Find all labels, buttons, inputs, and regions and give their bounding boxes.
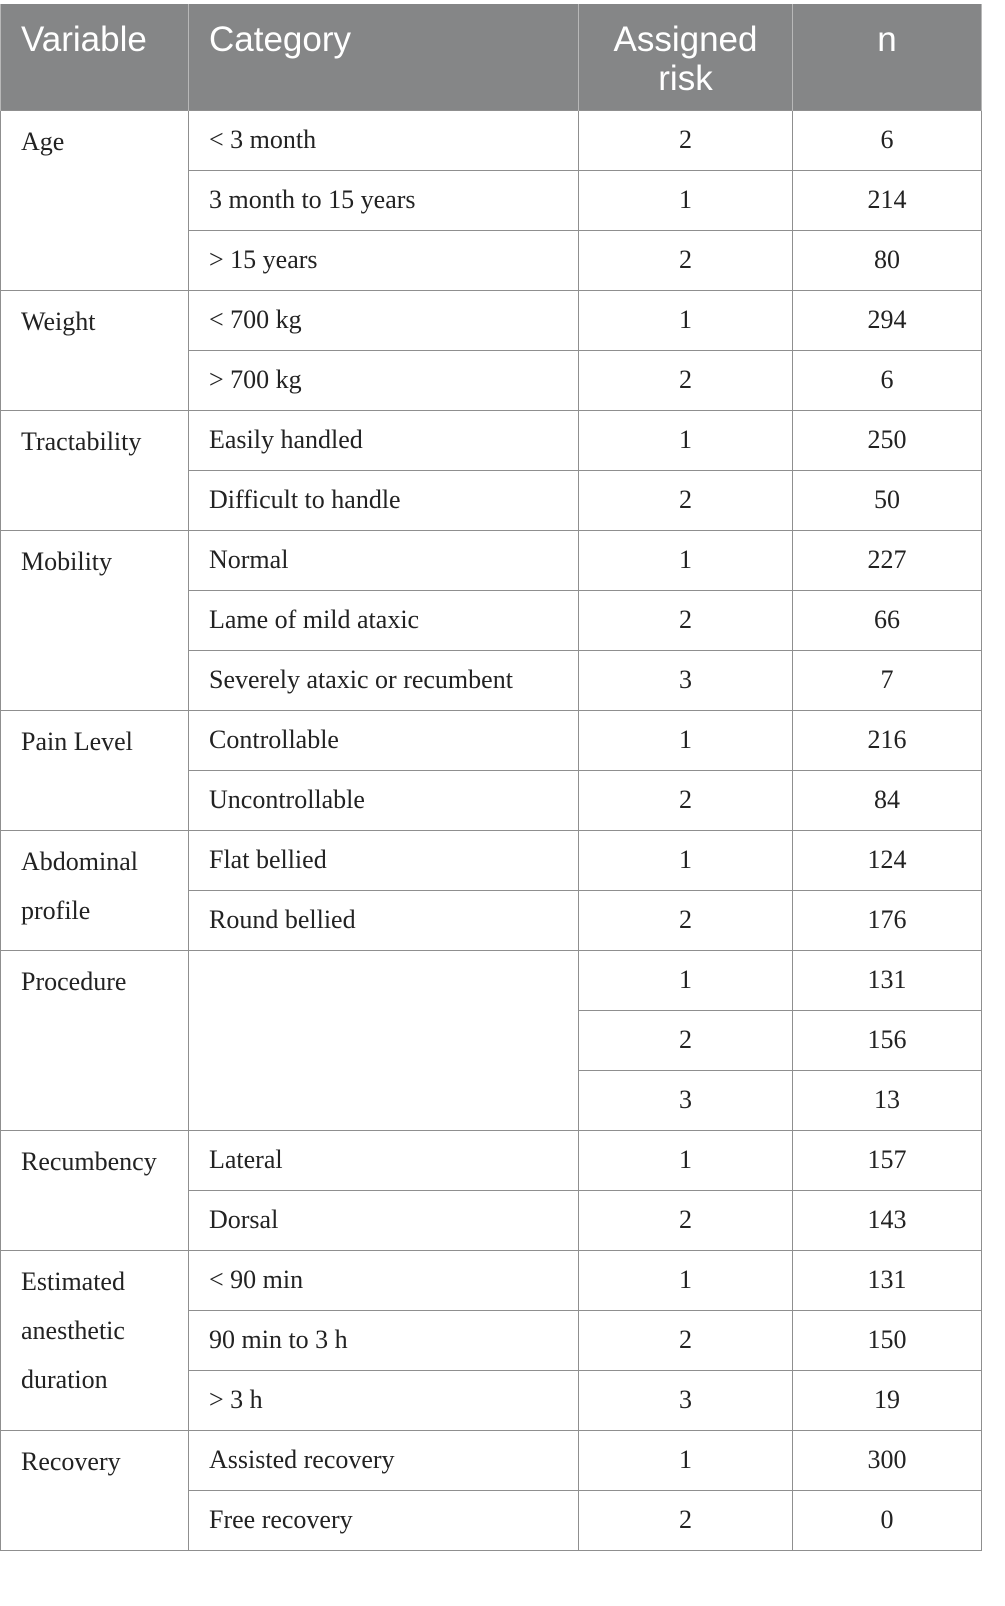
variable-label: Abdominal profile [21, 846, 138, 925]
assigned-risk-cell: 1 [579, 1130, 793, 1190]
table-row [1, 110, 982, 170]
n-cell: 84 [793, 770, 982, 830]
n-cell: 0 [793, 1490, 982, 1550]
assigned-risk-cell: 2 [579, 350, 793, 410]
variable-cell [1, 1130, 189, 1250]
category-cell: 3 month to 15 years [189, 170, 579, 230]
n-cell: 157 [793, 1130, 982, 1190]
assigned-risk-cell: 3 [579, 650, 793, 710]
variable-cell [1, 710, 189, 830]
variable-label: Procedure [21, 966, 127, 996]
assigned-risk-cell: 1 [579, 710, 793, 770]
category-cell: > 3 h [189, 1370, 579, 1430]
category-cell: Lame of mild ataxic [189, 590, 579, 650]
assigned-risk-cell: 2 [579, 470, 793, 530]
category-cell: > 700 kg [189, 350, 579, 410]
n-cell: 7 [793, 650, 982, 710]
n-cell: 176 [793, 890, 982, 950]
assigned-risk-cell: 1 [579, 950, 793, 1010]
table-row [1, 530, 982, 590]
category-cell: Severely ataxic or recumbent [189, 650, 579, 710]
variable-cell [1, 830, 189, 950]
category-cell: Normal [189, 530, 579, 590]
n-cell: 13 [793, 1070, 982, 1130]
n-cell: 214 [793, 170, 982, 230]
n-cell: 124 [793, 830, 982, 890]
variable-cell [1, 110, 189, 290]
header-assigned-risk: Assigned risk [579, 4, 793, 110]
header-category: Category [189, 4, 579, 110]
assigned-risk-cell: 1 [579, 830, 793, 890]
variable-cell [1, 530, 189, 710]
variable-label: Age [21, 126, 65, 156]
category-cell: Round bellied [189, 890, 579, 950]
category-cell: Flat bellied [189, 830, 579, 890]
table-row [1, 1250, 982, 1310]
n-cell: 294 [793, 290, 982, 350]
risk-table [0, 4, 982, 1551]
header-row [1, 4, 982, 110]
assigned-risk-cell: 1 [579, 290, 793, 350]
n-cell: 250 [793, 410, 982, 470]
category-cell: 90 min to 3 h [189, 1310, 579, 1370]
assigned-risk-cell: 3 [579, 1070, 793, 1130]
table-row [1, 410, 982, 470]
variable-label: Pain Level [21, 726, 133, 756]
variable-cell [1, 1430, 189, 1550]
variable-label: Estimated anesthetic duration [21, 1266, 125, 1394]
category-cell: Easily handled [189, 410, 579, 470]
table-row [1, 1430, 982, 1490]
category-cell: > 15 years [189, 230, 579, 290]
n-cell: 50 [793, 470, 982, 530]
n-cell: 6 [793, 350, 982, 410]
variable-cell [1, 410, 189, 530]
variable-cell [1, 1250, 189, 1430]
category-cell: Difficult to handle [189, 470, 579, 530]
n-cell: 227 [793, 530, 982, 590]
assigned-risk-cell: 1 [579, 170, 793, 230]
assigned-risk-cell: 2 [579, 1310, 793, 1370]
category-cell: < 90 min [189, 1250, 579, 1310]
variable-label: Recovery [21, 1446, 121, 1476]
n-cell: 150 [793, 1310, 982, 1370]
n-cell: 80 [793, 230, 982, 290]
table-row [1, 950, 982, 1010]
assigned-risk-cell: 1 [579, 530, 793, 590]
table-row [1, 710, 982, 770]
assigned-risk-cell: 2 [579, 590, 793, 650]
assigned-risk-cell: 2 [579, 1010, 793, 1070]
assigned-risk-cell: 1 [579, 1430, 793, 1490]
n-cell: 216 [793, 710, 982, 770]
assigned-risk-cell: 2 [579, 110, 793, 170]
variable-cell [1, 290, 189, 410]
variable-label: Weight [21, 306, 96, 336]
table-body [1, 110, 982, 1550]
n-cell: 131 [793, 1250, 982, 1310]
variable-label: Recumbency [21, 1146, 157, 1176]
category-cell: Controllable [189, 710, 579, 770]
n-cell: 6 [793, 110, 982, 170]
header-variable: Variable [1, 4, 189, 110]
n-cell: 156 [793, 1010, 982, 1070]
variable-label: Tractability [21, 426, 142, 456]
category-cell: Dorsal [189, 1190, 579, 1250]
category-cell: Lateral [189, 1130, 579, 1190]
assigned-risk-cell: 2 [579, 890, 793, 950]
assigned-risk-cell: 2 [579, 230, 793, 290]
category-cell: < 700 kg [189, 290, 579, 350]
category-cell [189, 950, 579, 1130]
assigned-risk-cell: 2 [579, 1190, 793, 1250]
n-cell: 131 [793, 950, 982, 1010]
category-cell: Free recovery [189, 1490, 579, 1550]
n-cell: 300 [793, 1430, 982, 1490]
assigned-risk-cell: 2 [579, 1490, 793, 1550]
n-cell: 143 [793, 1190, 982, 1250]
table-row [1, 290, 982, 350]
category-cell: Assisted recovery [189, 1430, 579, 1490]
variable-cell [1, 950, 189, 1130]
category-cell: < 3 month [189, 110, 579, 170]
header-n: n [793, 4, 982, 110]
variable-label: Mobility [21, 546, 113, 576]
table-row [1, 1130, 982, 1190]
assigned-risk-cell: 1 [579, 410, 793, 470]
table-row [1, 830, 982, 890]
n-cell: 66 [793, 590, 982, 650]
assigned-risk-cell: 2 [579, 770, 793, 830]
assigned-risk-cell: 1 [579, 1250, 793, 1310]
assigned-risk-cell: 3 [579, 1370, 793, 1430]
category-cell: Uncontrollable [189, 770, 579, 830]
n-cell: 19 [793, 1370, 982, 1430]
